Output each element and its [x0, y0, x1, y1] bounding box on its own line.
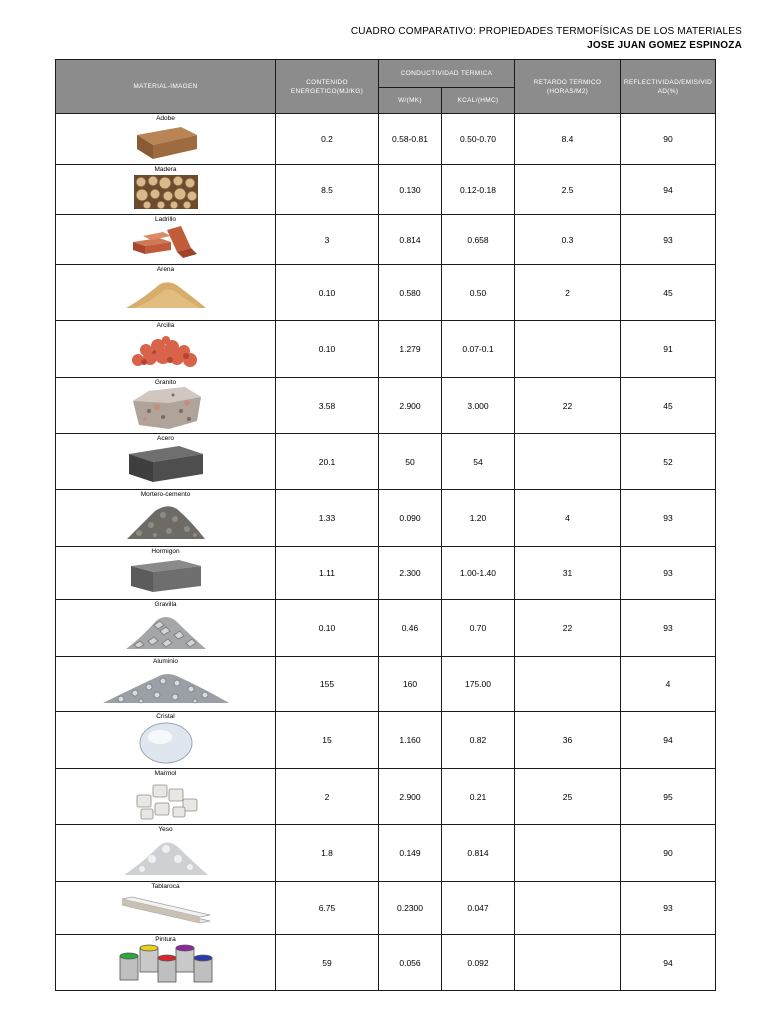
sand-pile-icon: [56, 280, 275, 312]
reflectividad-cell: 95: [621, 769, 716, 825]
header-reflectividad: REFLECTIVIDAD/EMISIVID AD(%): [621, 60, 716, 114]
material-name: Mortero-cemento: [140, 491, 191, 498]
reflectividad-cell: 93: [621, 882, 716, 935]
material-cell: [56, 434, 276, 490]
retardo-termico-cell: 36: [515, 712, 621, 769]
contenido-energetico-cell: 3.58: [276, 378, 379, 434]
reflectividad-cell: 93: [621, 215, 716, 265]
conductividad-w-mk-cell: 160: [379, 657, 442, 712]
contenido-energetico-cell: 0.2: [276, 114, 379, 165]
reflectividad-cell: 45: [621, 265, 716, 321]
material-name: Ladrillo: [155, 216, 176, 223]
conductividad-kcal-cell: 1.00-1.40: [442, 547, 515, 600]
mortar-pile-icon: [56, 501, 275, 543]
contenido-energetico-cell: 2: [276, 769, 379, 825]
contenido-energetico-cell: 1.11: [276, 547, 379, 600]
retardo-termico-cell: [515, 935, 621, 991]
conductividad-w-mk-cell: 0.2300: [379, 882, 442, 935]
conductividad-kcal-cell: 3.000: [442, 378, 515, 434]
table-row: [56, 935, 716, 991]
reflectividad-cell: 94: [621, 935, 716, 991]
material-cell: [56, 882, 276, 935]
material-name: Arcilla: [156, 322, 175, 329]
material-cell: [56, 114, 276, 165]
material-cell: [56, 712, 276, 769]
table-row: [56, 600, 716, 657]
drywall-panel-icon: [56, 895, 275, 929]
retardo-termico-cell: 22: [515, 378, 621, 434]
conductividad-kcal-cell: 0.50-0.70: [442, 114, 515, 165]
conductividad-kcal-cell: 0.092: [442, 935, 515, 991]
material-cell: [56, 769, 276, 825]
conductividad-kcal-cell: 1.20: [442, 490, 515, 547]
header-retardo: RETARDO TERMICO (HORAS/M2): [515, 60, 621, 114]
material-name: Pintura: [155, 936, 176, 943]
glass-disc-icon: [56, 721, 275, 767]
material-name: Adobe: [156, 115, 175, 122]
conductividad-kcal-cell: 54: [442, 434, 515, 490]
conductividad-w-mk-cell: 0.580: [379, 265, 442, 321]
material-cell: [56, 600, 276, 657]
material-name: Cristal: [156, 713, 175, 720]
retardo-termico-cell: 31: [515, 547, 621, 600]
contenido-energetico-cell: 0.10: [276, 321, 379, 378]
conductividad-kcal-cell: 0.12-0.18: [442, 165, 515, 215]
material-cell: [56, 265, 276, 321]
retardo-termico-cell: 0.3: [515, 215, 621, 265]
material-name: Madera: [154, 166, 177, 173]
table-row: [56, 657, 716, 712]
material-cell: [56, 657, 276, 712]
wood-logs-icon: [56, 175, 275, 211]
table-row: [56, 215, 716, 265]
reflectividad-cell: 93: [621, 490, 716, 547]
material-name: Granito: [154, 379, 177, 386]
material-cell: [56, 547, 276, 600]
reflectividad-cell: 52: [621, 434, 716, 490]
conductividad-w-mk-cell: 2.300: [379, 547, 442, 600]
conductividad-w-mk-cell: 2.900: [379, 769, 442, 825]
contenido-energetico-cell: 155: [276, 657, 379, 712]
conductividad-kcal-cell: 0.70: [442, 600, 515, 657]
bricks-icon: [56, 224, 275, 262]
table-row: [56, 712, 716, 769]
conductividad-w-mk-cell: 0.814: [379, 215, 442, 265]
contenido-energetico-cell: 1.33: [276, 490, 379, 547]
reflectividad-cell: 90: [621, 825, 716, 882]
clay-pile-icon: [56, 336, 275, 370]
retardo-termico-cell: 25: [515, 769, 621, 825]
reflectividad-cell: 90: [621, 114, 716, 165]
header-kcal-hmc: KCAL/(HMC): [442, 88, 515, 114]
conductividad-kcal-cell: 0.07-0.1: [442, 321, 515, 378]
table-row: [56, 165, 716, 215]
material-name: Gravilla: [154, 601, 177, 608]
table-row: [56, 490, 716, 547]
comparison-table: [55, 59, 716, 991]
material-cell: [56, 321, 276, 378]
reflectividad-cell: 94: [621, 165, 716, 215]
retardo-termico-cell: 2.5: [515, 165, 621, 215]
conductividad-kcal-cell: 0.658: [442, 215, 515, 265]
contenido-energetico-cell: 59: [276, 935, 379, 991]
document-author: JOSE JUAN GOMEZ ESPINOZA: [587, 40, 742, 51]
material-name: Hormigon: [151, 548, 180, 555]
conductividad-w-mk-cell: 0.58-0.81: [379, 114, 442, 165]
header-conductividad: CONDUCTIVIDAD TERMICA: [379, 60, 515, 88]
contenido-energetico-cell: 0.10: [276, 600, 379, 657]
gypsum-pile-icon: [56, 835, 275, 879]
marble-cubes-icon: [56, 777, 275, 823]
reflectividad-cell: 93: [621, 600, 716, 657]
retardo-termico-cell: [515, 434, 621, 490]
material-name: Yeso: [158, 826, 173, 833]
table-row: [56, 547, 716, 600]
table-row: [56, 769, 716, 825]
header-contenido-energetico: CONTENIDO ENERGETICO(MJ/KG): [276, 60, 379, 114]
conductividad-w-mk-cell: 0.056: [379, 935, 442, 991]
header-w-mk: W/(MK): [379, 88, 442, 114]
retardo-termico-cell: [515, 321, 621, 378]
conductividad-w-mk-cell: 1.160: [379, 712, 442, 769]
conductividad-kcal-cell: 0.21: [442, 769, 515, 825]
material-name: Aluminio: [153, 658, 178, 665]
conductividad-kcal-cell: 175.00: [442, 657, 515, 712]
table-row: [56, 882, 716, 935]
material-cell: [56, 165, 276, 215]
reflectividad-cell: 91: [621, 321, 716, 378]
material-name: Arena: [156, 266, 175, 273]
table-row: [56, 825, 716, 882]
granite-rock-icon: [56, 385, 275, 433]
conductividad-kcal-cell: 0.50: [442, 265, 515, 321]
conductividad-w-mk-cell: 0.130: [379, 165, 442, 215]
conductividad-w-mk-cell: 2.900: [379, 378, 442, 434]
retardo-termico-cell: 8.4: [515, 114, 621, 165]
conductividad-w-mk-cell: 1.279: [379, 321, 442, 378]
table-row: [56, 434, 716, 490]
contenido-energetico-cell: 3: [276, 215, 379, 265]
header-material: MATERIAL-IMAGEN: [56, 60, 276, 114]
table-row: [56, 265, 716, 321]
material-cell: [56, 490, 276, 547]
material-cell: [56, 215, 276, 265]
paint-cans-icon: [56, 942, 275, 990]
retardo-termico-cell: 22: [515, 600, 621, 657]
material-cell: [56, 378, 276, 434]
reflectividad-cell: 93: [621, 547, 716, 600]
material-cell: [56, 825, 276, 882]
material-name: Acero: [157, 435, 174, 442]
material-cell: [56, 935, 276, 991]
retardo-termico-cell: 2: [515, 265, 621, 321]
table-row: [56, 114, 716, 165]
conductividad-w-mk-cell: 0.46: [379, 600, 442, 657]
contenido-energetico-cell: 1.8: [276, 825, 379, 882]
retardo-termico-cell: [515, 657, 621, 712]
conductividad-kcal-cell: 0.047: [442, 882, 515, 935]
retardo-termico-cell: [515, 825, 621, 882]
adobe-brick-icon: [56, 123, 275, 163]
conductividad-w-mk-cell: 50: [379, 434, 442, 490]
retardo-termico-cell: 4: [515, 490, 621, 547]
reflectividad-cell: 45: [621, 378, 716, 434]
steel-block-icon: [56, 444, 275, 486]
table-row: [56, 378, 716, 434]
contenido-energetico-cell: 20.1: [276, 434, 379, 490]
gravel-pile-icon: [56, 611, 275, 653]
contenido-energetico-cell: 8.5: [276, 165, 379, 215]
reflectividad-cell: 4: [621, 657, 716, 712]
retardo-termico-cell: [515, 882, 621, 935]
reflectividad-cell: 94: [621, 712, 716, 769]
contenido-energetico-cell: 15: [276, 712, 379, 769]
conductividad-kcal-cell: 0.82: [442, 712, 515, 769]
concrete-block-icon: [56, 558, 275, 596]
table-row: [56, 321, 716, 378]
contenido-energetico-cell: 6.75: [276, 882, 379, 935]
material-name: Marmol: [154, 770, 177, 777]
conductividad-kcal-cell: 0.814: [442, 825, 515, 882]
contenido-energetico-cell: 0.10: [276, 265, 379, 321]
conductividad-w-mk-cell: 0.090: [379, 490, 442, 547]
material-name: Tablaroca: [151, 883, 180, 890]
document-title: CUADRO COMPARATIVO: PROPIEDADES TERMOFÍSICAS DE LOS MATERIALES: [350, 26, 742, 37]
conductividad-w-mk-cell: 0.149: [379, 825, 442, 882]
aluminum-pile-icon: [56, 669, 275, 707]
